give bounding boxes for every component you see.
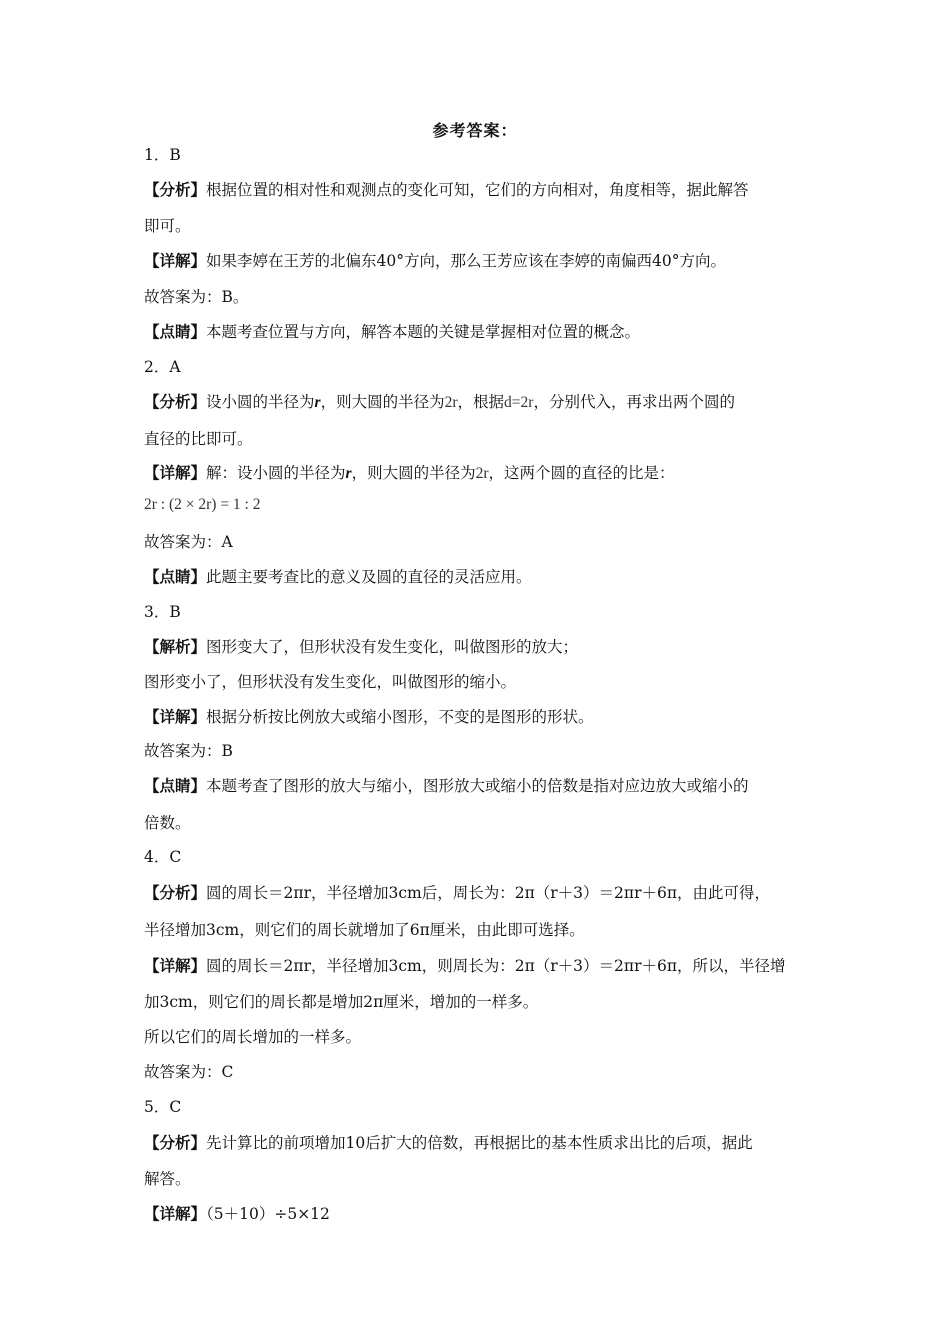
q1-analysis-line-1 <box>144 180 824 200</box>
q3-analysis-line-1 <box>144 637 824 657</box>
q4-detail-tag: 【详解】 <box>144 956 207 975</box>
q1-detail-text: 如果李婷在王芳的北偏东40°方向，那么王芳应该在李婷的南偏西40°方向。 <box>206 252 726 270</box>
q2-analysis-tag: 【分析】 <box>144 392 207 411</box>
q5-detail-tag: 【详解】 <box>144 1204 207 1223</box>
q3-detail-line <box>144 707 824 727</box>
q2-analysis-text-c: ，根据 <box>457 393 505 411</box>
q5-analysis-text: 先计算比的前项增加10后扩大的倍数，再根据比的基本性质求出比的后项，据此 <box>206 1134 753 1152</box>
q2-detail-var-r: r <box>345 465 352 482</box>
q5-detail-text: （5＋10）÷5×12 <box>206 1205 330 1223</box>
q4-detail-text: 圆的周长＝2πr，半径增加3cm，则周长为：2π（r＋3）＝2πr＋6π，所以，半径增 <box>206 957 786 975</box>
q2-analysis-text-a: 设小圆的半径为 <box>206 393 315 411</box>
q4-analysis-text: 圆的周长＝2πr，半径增加3cm后，周长为：2π（r＋3）＝2πr＋6π，由此可得， <box>206 884 771 902</box>
q2-comment-line <box>144 567 824 587</box>
q2-answer: 故答案为：A <box>144 533 233 551</box>
q2-detail-text-b: ，则大圆的半径为 <box>351 464 476 482</box>
q2-detail-text-a: 解：设小圆的半径为 <box>206 464 346 482</box>
q2-var-r: r <box>314 394 321 411</box>
q2-number: 2．A <box>144 358 181 376</box>
q3-comment-text: 本题考查了图形的放大与缩小，图形放大或缩小的倍数是指对应边放大或缩小的 <box>206 777 749 795</box>
q2-analysis-text-d: ，分别代入，再求出两个圆的 <box>533 393 735 411</box>
q1-detail-line <box>144 251 824 271</box>
q2-detail-expr-2r: 2r <box>475 465 489 482</box>
q2-analysis-line-1 <box>144 392 824 413</box>
q1-comment-line <box>144 322 824 342</box>
q3-detail-tag: 【详解】 <box>144 707 207 726</box>
q3-answer: 故答案为：B <box>144 742 233 760</box>
q1-analysis-text: 根据位置的相对性和观测点的变化可知，它们的方向相对，角度相等，据此解答 <box>206 181 749 199</box>
q3-number: 3．B <box>144 603 181 621</box>
q2-comment-tag: 【点睛】 <box>144 567 207 586</box>
q4-detail-line-3: 所以它们的周长增加的一样多。 <box>144 1028 362 1046</box>
q4-analysis-line-2: 半径增加3cm，则它们的周长就增加了6π厘米，由此即可选择。 <box>144 921 585 939</box>
q2-expr-2r: 2r <box>444 394 458 411</box>
q4-analysis-tag: 【分析】 <box>144 883 207 902</box>
q2-expr-d: d=2r <box>504 394 534 411</box>
q1-comment-text: 本题考查位置与方向，解答本题的关键是掌握相对位置的概念。 <box>206 323 641 341</box>
q5-analysis-line-1 <box>144 1133 824 1153</box>
q3-analysis-line-2: 图形变小了，但形状没有发生变化，叫做图形的缩小。 <box>144 673 517 691</box>
q5-analysis-tag: 【分析】 <box>144 1133 207 1152</box>
q5-number: 5．C <box>144 1098 182 1116</box>
q3-comment-tag: 【点睛】 <box>144 776 207 795</box>
q4-detail-line-1 <box>144 956 824 976</box>
q4-answer: 故答案为：C <box>144 1063 234 1081</box>
q1-detail-tag: 【详解】 <box>144 251 207 270</box>
q1-analysis-tag: 【分析】 <box>144 180 207 199</box>
q3-analysis-tag: 【解析】 <box>144 637 207 656</box>
q5-detail-line <box>144 1204 824 1224</box>
q3-analysis-text: 图形变大了，但形状没有发生变化，叫做图形的放大； <box>206 638 579 656</box>
q3-comment-line-1 <box>144 776 824 796</box>
q2-detail-line <box>144 463 824 484</box>
q1-analysis-line-2: 即可。 <box>144 217 191 235</box>
page-title: 参考答案： <box>432 121 518 140</box>
q2-formula: 2r : (2 × 2r) = 1 : 2 <box>144 496 261 513</box>
q4-analysis-line-1 <box>144 883 824 903</box>
q2-detail-text-c: ，这两个圆的直径的比是： <box>488 464 675 482</box>
q3-comment-line-2: 倍数。 <box>144 814 191 832</box>
q2-analysis-line-2: 直径的比即可。 <box>144 430 253 448</box>
q2-detail-tag: 【详解】 <box>144 463 207 482</box>
q1-number: 1．B <box>144 146 181 164</box>
q3-detail-text: 根据分析按比例放大或缩小图形，不变的是图形的形状。 <box>206 708 594 726</box>
q5-analysis-line-2: 解答。 <box>144 1170 191 1188</box>
q1-answer: 故答案为：B。 <box>144 288 249 306</box>
q2-analysis-text-b: ，则大圆的半径为 <box>320 393 445 411</box>
q1-comment-tag: 【点睛】 <box>144 322 207 341</box>
q4-detail-line-2: 加3cm，则它们的周长都是增加2π厘米，增加的一样多。 <box>144 993 539 1011</box>
q4-number: 4．C <box>144 848 182 866</box>
q2-comment-text: 此题主要考查比的意义及圆的直径的灵活应用。 <box>206 568 532 586</box>
